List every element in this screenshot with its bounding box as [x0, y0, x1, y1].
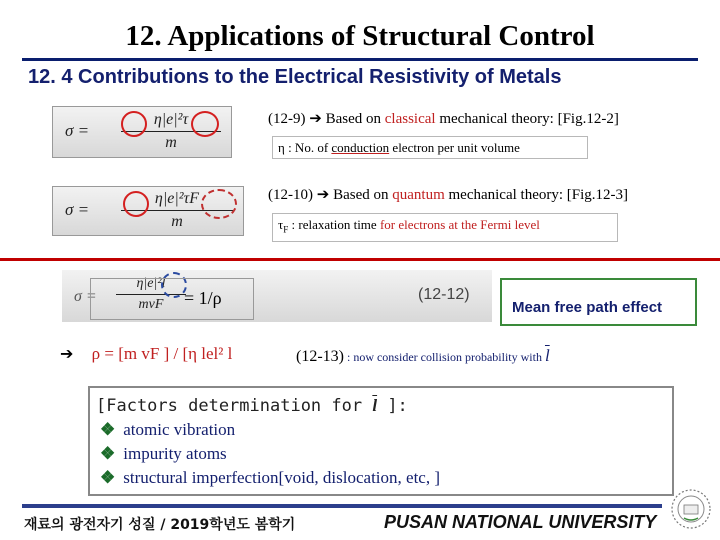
page-title: 12. Applications of Structural Control	[125, 20, 595, 52]
fermi-keyword: for electrons at the Fermi level	[379, 217, 540, 232]
rho-note-row	[296, 346, 550, 366]
diamond-bullet-icon: ❖	[100, 420, 116, 439]
university-name: PUSAN NATIONAL UNIVERSITY	[384, 512, 657, 532]
factors-box	[88, 386, 674, 496]
tau-highlight-ring	[191, 111, 219, 137]
mean-free-path-box	[500, 278, 697, 326]
eta-highlight-ring	[121, 111, 147, 137]
collision-note: : now consider collision probability with	[343, 350, 545, 364]
mean-free-path-label: Mean free path effect	[512, 299, 663, 316]
classical-description: (12-9) ➔ Based on classical mechanical theory: [Fig.12-2]	[268, 111, 619, 127]
arrow-right-icon: ➔	[316, 187, 330, 203]
section-separator	[0, 258, 720, 261]
eq-ref-12-13: (12-13)	[296, 348, 344, 365]
diamond-bullet-icon: ❖	[100, 444, 116, 463]
factors-heading: [Factors determination for $\overline{l}$ ]:	[96, 396, 408, 416]
rho-expression: ρ = [m vF ] / [η lel² l	[91, 344, 233, 363]
quantum-keyword: quantum	[392, 187, 445, 203]
l-symbol: $\overline{l}$	[544, 346, 550, 365]
eq-12-12-overlay-box	[90, 278, 254, 320]
tau-f-highlight-ring	[201, 189, 237, 219]
classical-equation-image	[52, 106, 232, 158]
eta-symbol: η	[278, 140, 285, 155]
tau-symbol: τ	[278, 217, 284, 232]
arrow-right-icon: ➔	[309, 111, 322, 127]
eq-ref-12-9: (12-9)	[268, 111, 306, 127]
eq-ref-12-10: (12-10)	[268, 187, 313, 203]
rho-equation-row	[60, 344, 232, 364]
tau-note-box: $\tau_F$ : relaxation time for electrons at the Fermi level	[272, 213, 618, 242]
classical-eq-lhs: σ =	[65, 121, 90, 140]
conduction-keyword: conduction	[331, 140, 390, 155]
eta-note-box: η : No. of conduction electron per unit volume	[272, 136, 588, 159]
quantum-equation-image	[52, 186, 244, 236]
arrow-right-icon: ➔	[60, 346, 74, 363]
section-subtitle: 12. 4 Contributions to the Electrical Resistivity of Metals	[28, 66, 562, 88]
quantum-eq-denominator: m	[171, 213, 183, 230]
factor-item: ❖ structural imperfection[void, dislocation, etc, ]	[100, 468, 441, 487]
eq-12-12-numerator: η|e|²l	[136, 276, 166, 291]
university-seal-icon	[670, 488, 712, 530]
quantum-eq-lhs: σ =	[65, 200, 90, 219]
diamond-bullet-icon: ❖	[100, 468, 116, 487]
eq-12-12-ref: (12-12)	[418, 286, 470, 303]
quantum-description: (12-10) ➔ Based on quantum mechanical theory: [Fig.12-3]	[268, 187, 629, 203]
eq-12-12-denominator: mvF	[138, 297, 164, 312]
factor-item: ❖ atomic vibration	[100, 420, 236, 439]
tau-subscript: F	[283, 224, 289, 235]
footer-divider	[22, 504, 662, 508]
eta-highlight-ring	[123, 191, 149, 217]
classical-eq-numerator: η|e|²τ	[153, 111, 189, 128]
eq-12-12-lhs: σ =	[74, 288, 97, 305]
eq-12-12-overlay: = 1/ρ	[184, 288, 222, 308]
title-divider	[22, 58, 698, 61]
classical-keyword: classical	[384, 111, 436, 127]
course-label: 재료의 광전자기 성질 / 2019학년도 봄학기	[24, 517, 296, 533]
quantum-eq-numerator: η|e|²τF	[154, 190, 200, 207]
factor-item: ❖ impurity atoms	[100, 444, 227, 463]
l-symbol: $\overline{l}$	[372, 396, 378, 415]
classical-eq-denominator: m	[165, 134, 177, 151]
